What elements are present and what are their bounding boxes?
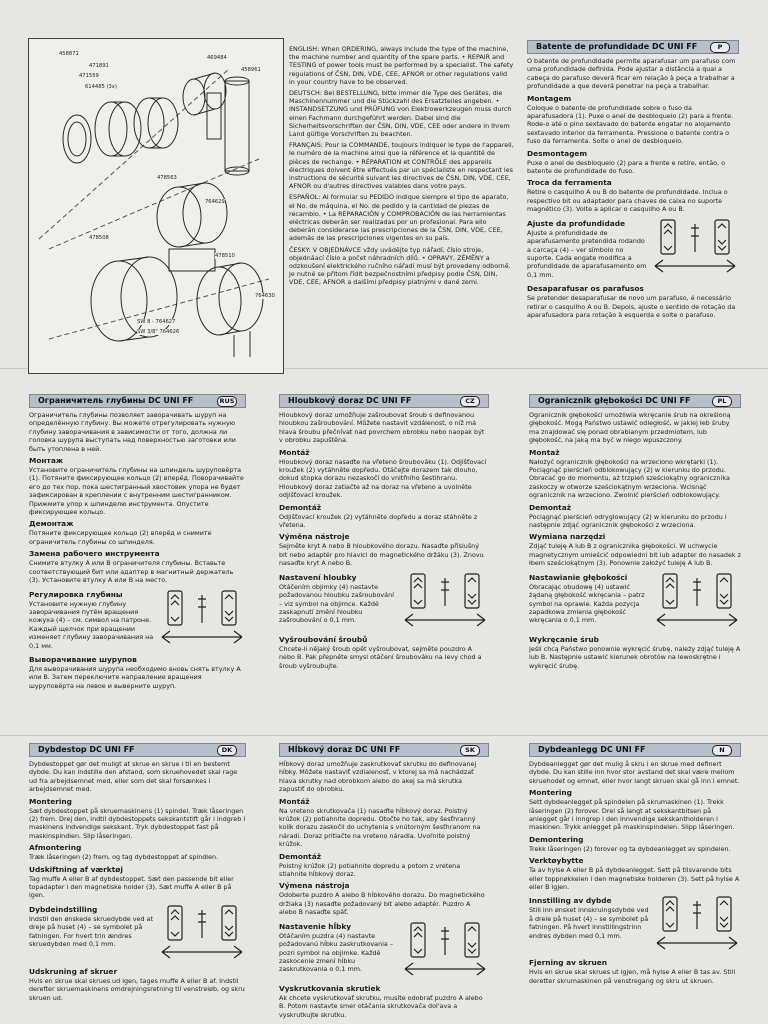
depth-setting-text: Still inn ønsket innskruingsdybde ved å dreie på huset (4) – se symbolet på fatningen. På hvert innstillingstrinn endres dybden med 0,1 mm.	[529, 906, 649, 940]
part-number-label: 764629	[205, 199, 225, 205]
unscrewing-text: Для выворачивания шурупа необходимо вновь снять втулку A или B. Затем переключите направление вращения шуруповёрта на левое и выверните шуруп.	[29, 664, 241, 690]
note-deutsch: DEUTSCH: Bei BESTELLUNG, bitte immer die Type des Gerätes, die Maschinennummer und die Stückzahl des Ersatzteiles angeben. • INSTANDSETZUNG und PRÜFUNG von Elektrowerkzeugen muss durch einen Fachmann durchgeführt werden. Dabei sind die Sicherheitsvorschriften der ČSN, DIN, VDE, CEE oder andere in Ihrem Land gültige Vorschriften zu beachten.	[289, 89, 512, 139]
mounting-heading: Montering	[529, 788, 572, 798]
unscrewing-heading: Выворачивание шурупов	[29, 654, 137, 664]
part-number-label: 458961	[241, 67, 261, 73]
note-espanol: ESPAÑOL: Al formular su PEDIDO indique siempre el tipo de aparato, el No. de máquina, el No. de pedido y la cantidad de piezas de recambio. • La REPARACIÓN y COMPROBACIÓN de las herramientas eléctricas deberán ser realizadas por un profesional. Para ello deberán considerarse las prescripciones de la ČSN, DIN, VDE, CEE, además de las prescripciones vigentes en su país.	[289, 193, 509, 243]
unscrewing-text: Chcete-li nějaký šroub opět vyšroubovat, sejměte pouzdro A nebo B. Pak přepněte smysl otáčení šroubováku na levy chod a šroub vyšroubujte.	[279, 644, 482, 670]
part-number-label: 478508	[89, 235, 109, 241]
mounting-text: Sæt dybdestoppet på skruemaskinens (1) spindel. Træk låseringen (2) frem. Drej den, indtil dybdestoppets sekskantstift går i indgreb i maskinens indvendige sekskant. Tryk dybdestoppet fast på maskinspindlen. Slip låseringen.	[29, 806, 246, 840]
depth-setting-heading: Nastavenie hĺbky	[279, 921, 352, 931]
section-header	[529, 394, 741, 408]
note-francais: FRANÇAIS: Pour la COMMANDE, toujours indiquer le type de l'appareil, le numéro de la machine ainsi que la référence et la quantité de pièces de rechange. • RÉPARATION et CONTRÔLE des appareils électriques doivent être effectués par un spécialiste en respectant les instructions de sécurité suivant les directives de ČSN, DIN, VDE, CEE, AFNOR ou d'autres directives valables dans votre pays.	[289, 141, 514, 191]
section-intro: O batente de profundidade permite aparafusar um parafuso com uma profundidade definida. Pode ajustar a distância a qual a cabeça do parafuso deverá ficar em relação à peça a trabalhar a profundidade a que deverá penetrar na peça a trabalhar.	[527, 57, 736, 91]
dismounting-heading: Демонтаж	[29, 519, 74, 529]
language-badge: RUS	[217, 396, 237, 407]
unscrewing-heading: Udskruning af skruer	[29, 966, 118, 976]
dismounting-text: Потяните фиксирующее кольцо (2) вперёд и снимите ограничитель глубины со шпинделя.	[29, 529, 212, 546]
language-badge: CZ	[460, 396, 480, 407]
unscrewing-text: Jeśli chcą Państwo ponownie wykręcić śrubę, należy zdjąć tuleję A lub B. Następnie ustawić kierunek obrotów na lewoskrętne i wykręcić śrubę.	[529, 644, 741, 670]
tool-change-heading: Verktøybytte	[529, 856, 584, 866]
dismounting-heading: Demontáž	[279, 502, 322, 512]
dismounting-text: Trekk låseringen (2) forover og ta dybdeanlegget av spindelen.	[529, 844, 731, 853]
section-cz	[279, 394, 489, 729]
part-number-label: 471559	[79, 73, 99, 79]
section-intro: Ограничитель глубины позволяет заворачивать шуруп на определённую глубину. Вы можете отрегулировать нужную глубину заворачивания в зависимости от того, должна ли головка шурупа выступать над поверхностью заготовки или быть утоплена в ней.	[29, 411, 236, 453]
language-badge: N	[712, 745, 732, 756]
mounting-text: Установите ограничитель глубины на шпиндель шуруповёрта (1). Потяните фиксирующее кольцо (2) вперёд. Поворачивайте его до тех пор, пока шестигранный хвостовик упора не будет зафиксирован в креплении с внутренним шестигранником. Прижмите упор к шпинделю инструмента. Опустите фиксирующее кольцо.	[29, 466, 244, 517]
section-title: Ограничитель глубины DC UNI FF	[38, 396, 194, 405]
part-number-label: 458871	[59, 51, 79, 57]
tool-change-text: Снимите втулку A или B ограничителя глубины. Вставьте соответствующий бит или адаптер в магнитный держатель (3). Установите втулку A или B на место.	[29, 559, 234, 585]
section-header	[529, 743, 741, 757]
depth-setting-text: Obracając obudowę (4) ustawić żądaną głębokość wkręcania – patrz symbol na oprawie. Każda pozycja zapadkowa zmienia głębokość wkręcania o 0,1 mm.	[529, 582, 645, 625]
depth-adjust-icon	[653, 893, 741, 955]
section-title: Hloubkový doraz DC UNI FF	[288, 396, 412, 405]
tool-change-heading: Udskiftning af værktøj	[29, 864, 123, 874]
dismounting-text: Pociągnąć pierścień odryglowujący (2) w kierunku do przodu i następnie zdjąć ogranicznik głębokości z wrzeciona.	[529, 512, 727, 530]
dismounting-text: Træk låseringen (2) frem, og tag dybdestoppet af spindlen.	[29, 853, 219, 862]
part-number-label: SW 8 - 764627	[137, 319, 176, 325]
unscrewing-text: Hvis en skrue skal skrues ud igen, tages muffe A eller B af. Indstil derefter skruemaskinens omdrejningsretning til venstreløb, og skru skruen ud.	[29, 976, 245, 1002]
language-badge: DK	[217, 745, 237, 756]
depth-setting-heading: Nastawianie głębokości	[529, 572, 628, 582]
depth-setting-text: Ajuste a profundidade de aparafusamento pretendida rodando a carcaça (4) – ver símbolo no suporte. Cada engate modifica a profundidade de aparafusamento em 0,1 mm.	[527, 228, 647, 279]
depth-setting-heading: Dybdeindstilling	[29, 904, 98, 914]
depth-adjust-icon	[401, 919, 489, 981]
unscrewing-text: Se pretender desaparafusar de novo um parafuso, é necessário retirar o casquilho A ou B. Depois, ajuste o sentido de rotação da aparafusadora para rotação à esquerda e solte o parafuso.	[527, 294, 736, 319]
tool-change-heading: Wymiana narzędzi	[529, 532, 606, 542]
depth-setting-text: Otáčaním puzdra (4) nastavte požadovanú hĺbku zaskrutkovania – pozri symbol na objimke. Každé zaskocenie zmení hĺbku zaskrutkovania o 0,1 mm.	[279, 931, 394, 974]
section-title: Dybdestop DC UNI FF	[38, 745, 135, 754]
section-header	[279, 743, 489, 757]
tool-change-heading: Troca da ferramenta	[527, 178, 612, 188]
depth-setting-heading: Регулировка глубины	[29, 589, 123, 599]
tool-change-heading: Výměna nástroje	[279, 532, 350, 542]
section-ru	[29, 394, 246, 729]
tool-change-text: Sejměte kryt A nebo B hloubkového dorazu. Nasaďte příslušný bit nebo adaptér pro hlavici do magnetického držáku (3). Znovu nasaďte kryt A nebo B.	[279, 542, 484, 568]
note-cesky: ČESKY: V OBJEDNÁVCE vždy uvádějte typ nářadí, číslo stroje, objednáací číslo a počet náhradních dílů. • OPRAVY, ZĚMĚNY a odzkoušení elektrického ručního nářadí musí být provedeny odborně. Je nutné se přitom řídit bezpečnostními předpisy podle ČSN, DIN, VDE, CEE, AFNOR a dalšími předpisy platnými v dané zemi.	[289, 245, 511, 287]
section-no	[529, 743, 741, 1021]
section-title: Ogranicznik głębokości DC UNI FF	[538, 396, 691, 405]
section-title: Dybdeanlegg DC UNI FF	[538, 745, 646, 754]
unscrewing-heading: Fjerning av skruen	[529, 958, 608, 968]
depth-setting-heading: Innstilling av dybde	[529, 896, 612, 906]
section-intro: Dybdestoppet gør det muligt at skrue en skrue i til en bestemt dybde. Du kan indstille den afstand, som skruehovedet skal rage ud fra arbejdsemnet med, eller som det skal forsænkes i arbejdsemnet med.	[29, 760, 238, 794]
depth-adjust-icon	[651, 216, 739, 278]
dismounting-heading: Desmontagem	[527, 148, 588, 158]
unscrewing-heading: Vyskrutkovania skrutiek	[279, 983, 381, 993]
part-number-label: 478563	[157, 175, 177, 181]
tool-change-heading: Замена рабочего инструмента	[29, 549, 160, 559]
section-intro: Hĺbkový doraz umožňuje zaskrutkovať skrutku do definovanej hĺbky. Môžete nastaviť vzdialenosť, v ktorej sa má nachádzať hlava skrutky nad obrobkom alebo do akej sa má skrutka zapustiť do obrobku.	[279, 760, 477, 794]
dismounting-heading: Afmontering	[29, 843, 82, 853]
language-badge: PL	[712, 396, 732, 407]
section-header	[29, 743, 246, 757]
unscrewing-heading: Desaparafusar os parafusos	[527, 284, 644, 294]
part-number-label: 478510	[215, 253, 235, 259]
part-number-label: 469484	[207, 55, 227, 61]
depth-adjust-icon	[158, 902, 246, 964]
part-number-label: SW 3/8" 764626	[137, 329, 180, 335]
unscrewing-heading: Vyšroubování šroubů	[279, 634, 368, 644]
mounting-text: Sett dybdeanlegget på spindelen på skrumaskinen (1). Trekk låseringen (2) forover. Drei så langt at sekskantbitsen på anlegget går i inngrep i den innvendige sekskantholderen i maskinen. Trykk anlegget på maskinspindelen. Slipp låseringen.	[529, 798, 735, 832]
depth-adjust-icon	[158, 587, 246, 649]
mounting-heading: Монтаж	[29, 456, 64, 466]
mounting-text: Na vreteno skrutkovača (1) nasaďte hĺbkový doraz. Poistný krúžok (2) potiahnite dopredu. Otočte ho tak, aby šesťhranný kolík dorazu zaskočil do uchytenia s vnútorným šesťhranom na náradi. Doraz pritlačte na vreteno náradia. Uvoľnite poistný krúžok.	[279, 806, 481, 849]
section-pl	[529, 394, 741, 729]
exploded-parts-diagram	[28, 38, 284, 374]
tool-change-text: Zdjąć tuleję A lub B z ogranicznika głębokości. W uchwycie magnetycznym umieścić odpowiedni bit lub adapter do nasadek z łbem sześciokątnym (3). Ponownie założyć tuleję A lub B.	[529, 542, 741, 568]
tool-change-text: Tag muffe A eller B af dybdestoppet. Sæt den passende bit eller topadapter i den magnetiske holder (3). Sæt muffe A eller B på igen.	[29, 874, 234, 900]
mounting-text: Nałożyć ogranicznik głębokości na wrzeciono wkrętarki (1). Pociągnąć pierścień odblokowujący (2) w kierunku do przodu. Obracać go do momentu, aż trzpień sześciokątny ogranicznika zaskoczy w otworze sześciokątnym wrzeciona. Wcisnąć ogranicznik na wrzeciono. Zwolnić pierścień odblokowujący.	[529, 457, 730, 500]
depth-setting-text: Otáčením objimky (4) nastavte požadovanou hloubku zašroubování – viz symbol na objimce. Každé zaskapnutí změní hloubku zašroubování o 0,1 mm.	[279, 582, 394, 625]
mounting-heading: Montaż	[529, 447, 560, 457]
section-header	[527, 40, 739, 54]
section-intro: Ogranicznik głębokości umożliwia wkręcanie śrub na określoną głębokość. Mogą Państwo ustawić odległość, w jakiej łeb śruby ma znajdować się ponad obrabianym przedmiotem, lub głębokość, na jaką ma być w niego wpuszczony.	[529, 411, 731, 445]
dismounting-heading: Demontering	[529, 834, 584, 844]
unscrewing-text: Ak chcete vyskrutkovať skrutku, musíte odobrať puzdro A alebo B. Potom nastavte smer otáčania skrutkovača dol'ava a vyskrutkujte skrutku.	[279, 993, 483, 1019]
mounting-heading: Montagem	[527, 93, 572, 103]
depth-setting-text: Установите нужную глубину заворачивания путём вращения кожуха (4) – см. символ на патроне. Каждый щелчок при вращении изменяет глубину заворачивания на 0,1 мм.	[29, 599, 154, 650]
section-title: Hĺbkový doraz DC UNI FF	[288, 745, 401, 754]
depth-adjust-icon	[653, 570, 741, 632]
section-pt	[527, 40, 739, 370]
section-header	[29, 394, 246, 408]
tool-change-text: Odoberte puzdro A alebo B hĺbkového dorazu. Do magnetického držiaka (3) nasaďte požadovaný bit alebo adaptér. Puzdro A alebo B nasaďte späť.	[279, 891, 485, 917]
section-intro: Dybdeanlegget gør det mulig å skru i en skrue med definert dybde. Du kan stille inn hvor stor avstand det skal være mellom skruehodet og emnet, eller hvor langt skruen skal gå inn i emnet.	[529, 760, 740, 785]
tool-change-heading: Výmena nástroja	[279, 881, 350, 891]
language-badge: P	[710, 42, 730, 53]
section-sk	[279, 743, 489, 1021]
section-dk	[29, 743, 246, 1021]
dismounting-heading: Demontaż	[529, 502, 572, 512]
mounting-heading: Montáž	[279, 796, 310, 806]
mounting-heading: Montáž	[279, 447, 310, 457]
section-intro: Hloubkový doraz umožňuje zašroubovat šroub s definovanou hloubkou zašroubování. Můžete nastavit vzdálenost, o níž má hlava šroubu přečnívat nad povrchem obrobku nebo naopak být v obrobku zapuštěna.	[279, 411, 485, 445]
section-title: Batente de profundidade DC UNI FF	[536, 42, 698, 51]
depth-setting-text: Indstil den ønskede skruedybde ved at dreje på huset (4) – se symbolet på fatningen. For hvert trin ændres skruedybden med 0,1 mm.	[29, 914, 153, 949]
dismounting-text: Puxe o anel de desbloqueio (2) para a frente e retire, então, o batente de profundidade do fuso.	[527, 158, 726, 176]
tool-change-text: Retire o casquilho A ou B do batente de profundidade. Inclua o respectivo bit ou adaptador para chaves de caixa no suporte magnético (3). Volte a aplicar o casquilho A ou B.	[527, 188, 728, 214]
tool-change-text: Ta av hylse A eller B på dybdeanlegget. Sett på tilsvarende bits eller toppnøkkelen i den magnetiske holderen (3). Sett på hylse A eller B igjen.	[529, 866, 740, 892]
part-number-label: 764630	[255, 293, 275, 299]
dismounting-text: Odjišťovací kroužek (2) vytáhněte dopředu a doraz stáhněte z vřetena.	[279, 512, 478, 530]
depth-setting-heading: Ajuste da profundidade	[527, 218, 626, 228]
mounting-heading: Montering	[29, 796, 72, 806]
part-number-label: 471891	[89, 63, 109, 69]
depth-setting-heading: Nastavení hloubky	[279, 572, 357, 582]
unscrewing-heading: Wykręcanie śrub	[529, 634, 599, 644]
dismounting-heading: Demontáž	[279, 851, 322, 861]
section-header	[279, 394, 489, 408]
unscrewing-text: Hvis en skrue skal skrues ut igjen, må hylse A eller B tas av. Still deretter skrumaskinen på venstregang og skru ut skruen.	[529, 968, 736, 985]
mounting-text: Coloque o batente de profundidade sobre o fuso da aparafusadora (1). Puxe o anel de desbloqueio (2) para a frente. Rode-o até o pino sextavado do batente engatar no alojamento sextavado interior da ferramenta. Pressione o batente contra o fuso da ferramenta. Solte o anel de desbloqueio.	[527, 103, 734, 146]
dismounting-text: Poistný krúžok (2) potiahnite dopredu a potom z vretena stiahnite hĺbkový doraz.	[279, 861, 461, 879]
mounting-text: Hloubkový doraz nasaďte na vřeteno šroubováku (1). Odjišťovací kroužek (2) vytáhněte dopředu. Otáčejte dorazem tak dlouho, dokud stopka dorazu nezaskočí do vnitřního šestihranu. Hloubkový doraz zatlačte až na doraz na vřeteno a uvolněte odjišťovací kroužek.	[279, 457, 487, 500]
depth-adjust-icon	[401, 570, 489, 632]
note-english: ENGLISH: When ORDERING, always include the type of the machine, the machine number and quantity of the spare parts. • REPAIR and TESTING of power tools must be performed by a specialist. The safety regulations of ČSN, DIN, VDE, CEE, AFNOR or other regulations valid in your country have to be observed.	[289, 45, 514, 86]
language-badge: SK	[460, 745, 480, 756]
ordering-notes	[289, 45, 514, 290]
part-number-label: 614485 (3x)	[85, 84, 117, 90]
